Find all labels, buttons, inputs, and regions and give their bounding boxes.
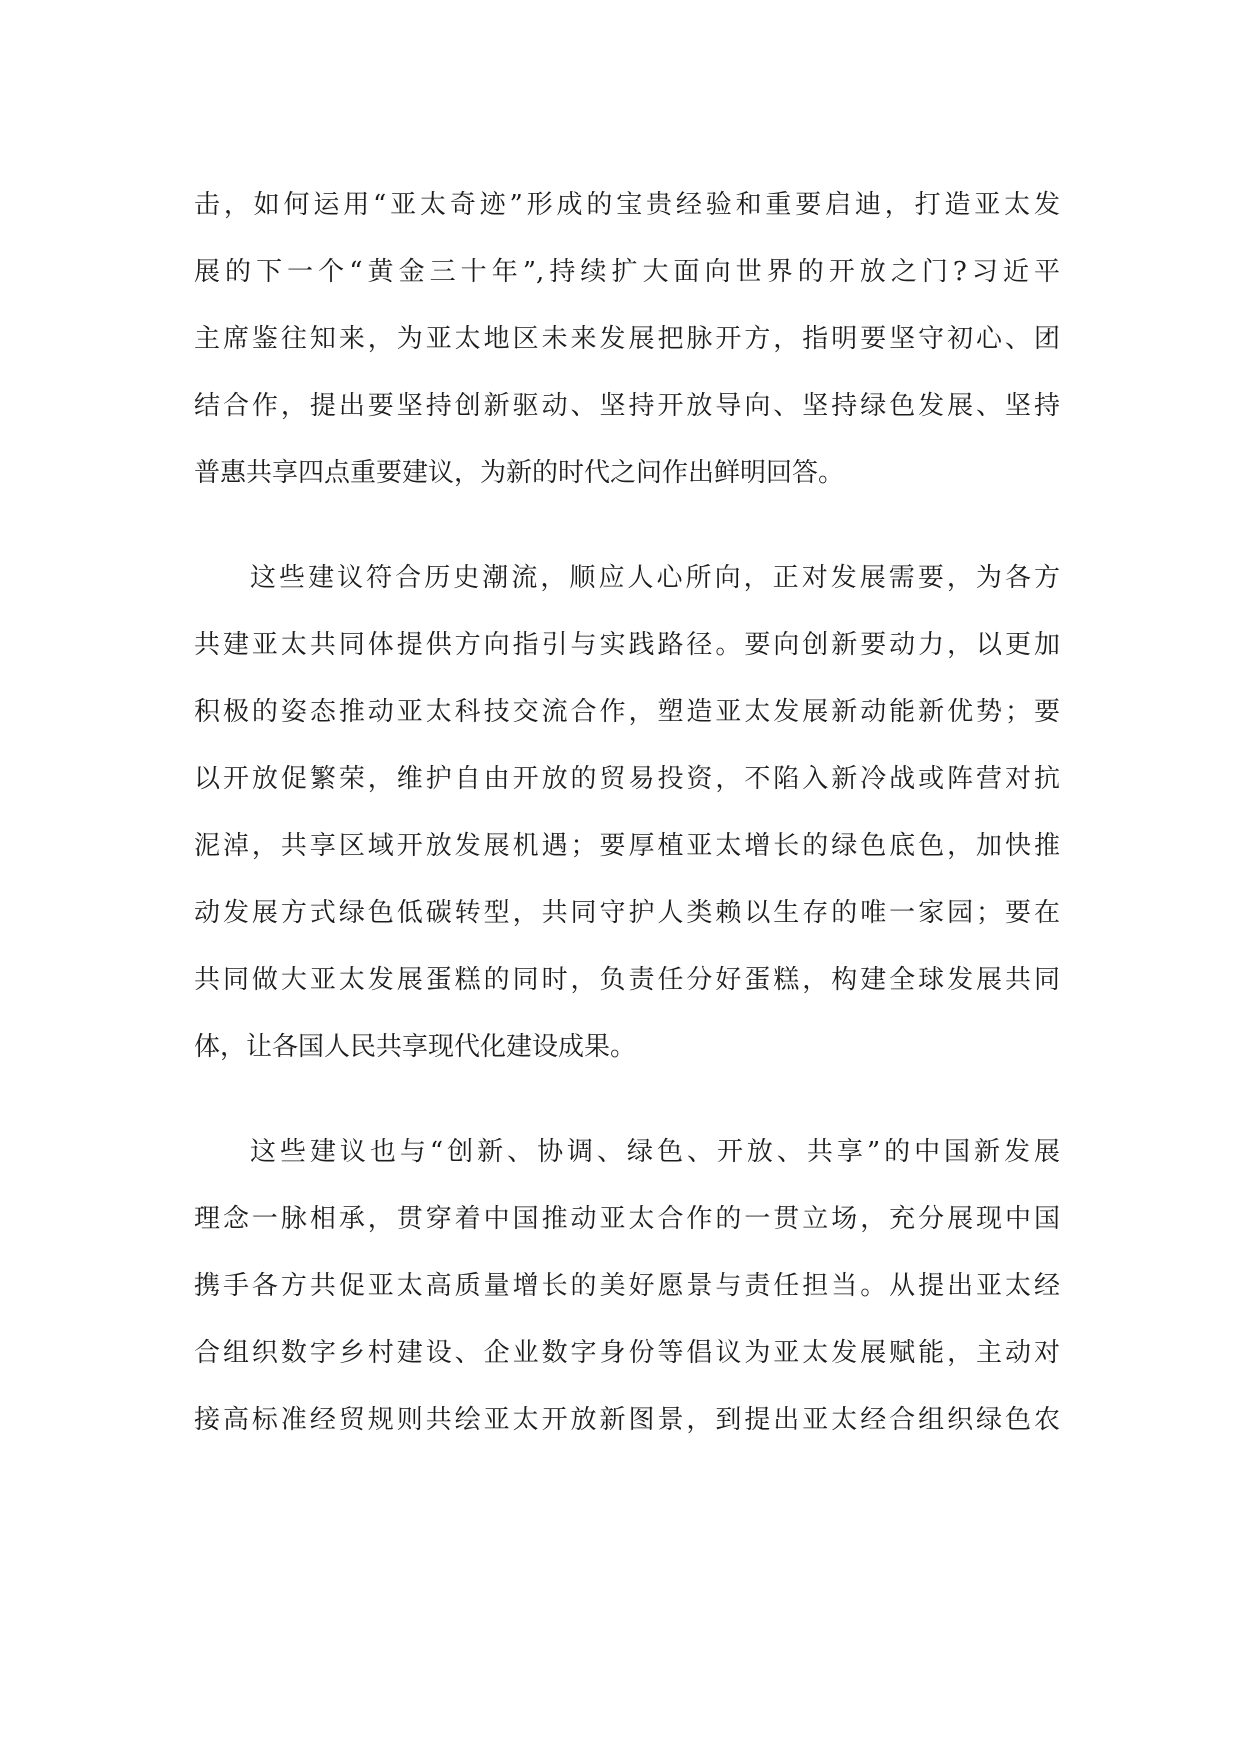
text-line: 理念一脉相承，贯穿着中国推动亚太合作的一贯立场，充分展现中国 bbox=[194, 1204, 1060, 1234]
text-line: 普惠共享四点重要建议，为新的时代之问作出鲜明回答。 bbox=[194, 458, 845, 488]
paragraph-2 bbox=[194, 545, 1060, 1081]
text-line: 体，让各国人民共享现代化建设成果。 bbox=[194, 1032, 637, 1062]
text-line: 携手各方共促亚太高质量增长的美好愿景与责任担当。从提出亚太经 bbox=[194, 1271, 1060, 1301]
text-line: 这些建议符合历史潮流，顺应人心所向，正对发展需要，为各方 bbox=[250, 563, 1060, 593]
text-line: 接高标准经贸规则共绘亚太开放新图景，到提出亚太经合组织绿色农 bbox=[194, 1405, 1060, 1435]
paragraph-1 bbox=[194, 172, 1060, 507]
paragraph-3 bbox=[194, 1119, 1060, 1454]
text-line: 共建亚太共同体提供方向指引与实践路径。要向创新要动力，以更加 bbox=[194, 630, 1060, 660]
text-line: 共同做大亚太发展蛋糕的同时，负责任分好蛋糕，构建全球发展共同 bbox=[194, 965, 1060, 995]
text-line: 以开放促繁荣，维护自由开放的贸易投资，不陷入新冷战或阵营对抗 bbox=[194, 764, 1060, 794]
text-line: 击，如何运用“亚太奇迹”形成的宝贵经验和重要启迪，打造亚太发 bbox=[194, 190, 1060, 220]
text-line: 泥淖，共享区域开放发展机遇；要厚植亚太增长的绿色底色，加快推 bbox=[194, 831, 1060, 861]
text-line: 主席鉴往知来，为亚太地区未来发展把脉开方，指明要坚守初心、团 bbox=[194, 324, 1060, 354]
text-line: 展的下一个“黄金三十年”,持续扩大面向世界的开放之门?习近平 bbox=[194, 257, 1060, 287]
text-line: 动发展方式绿色低碳转型，共同守护人类赖以生存的唯一家园；要在 bbox=[194, 898, 1060, 928]
text-line: 合组织数字乡村建设、企业数字身份等倡议为亚太发展赋能，主动对 bbox=[194, 1338, 1060, 1368]
document-body bbox=[194, 172, 1060, 1454]
text-line: 这些建议也与“创新、协调、绿色、开放、共享”的中国新发展 bbox=[250, 1137, 1060, 1167]
text-line: 结合作，提出要坚持创新驱动、坚持开放导向、坚持绿色发展、坚持 bbox=[194, 391, 1060, 421]
text-line: 积极的姿态推动亚太科技交流合作，塑造亚太发展新动能新优势；要 bbox=[194, 697, 1060, 727]
